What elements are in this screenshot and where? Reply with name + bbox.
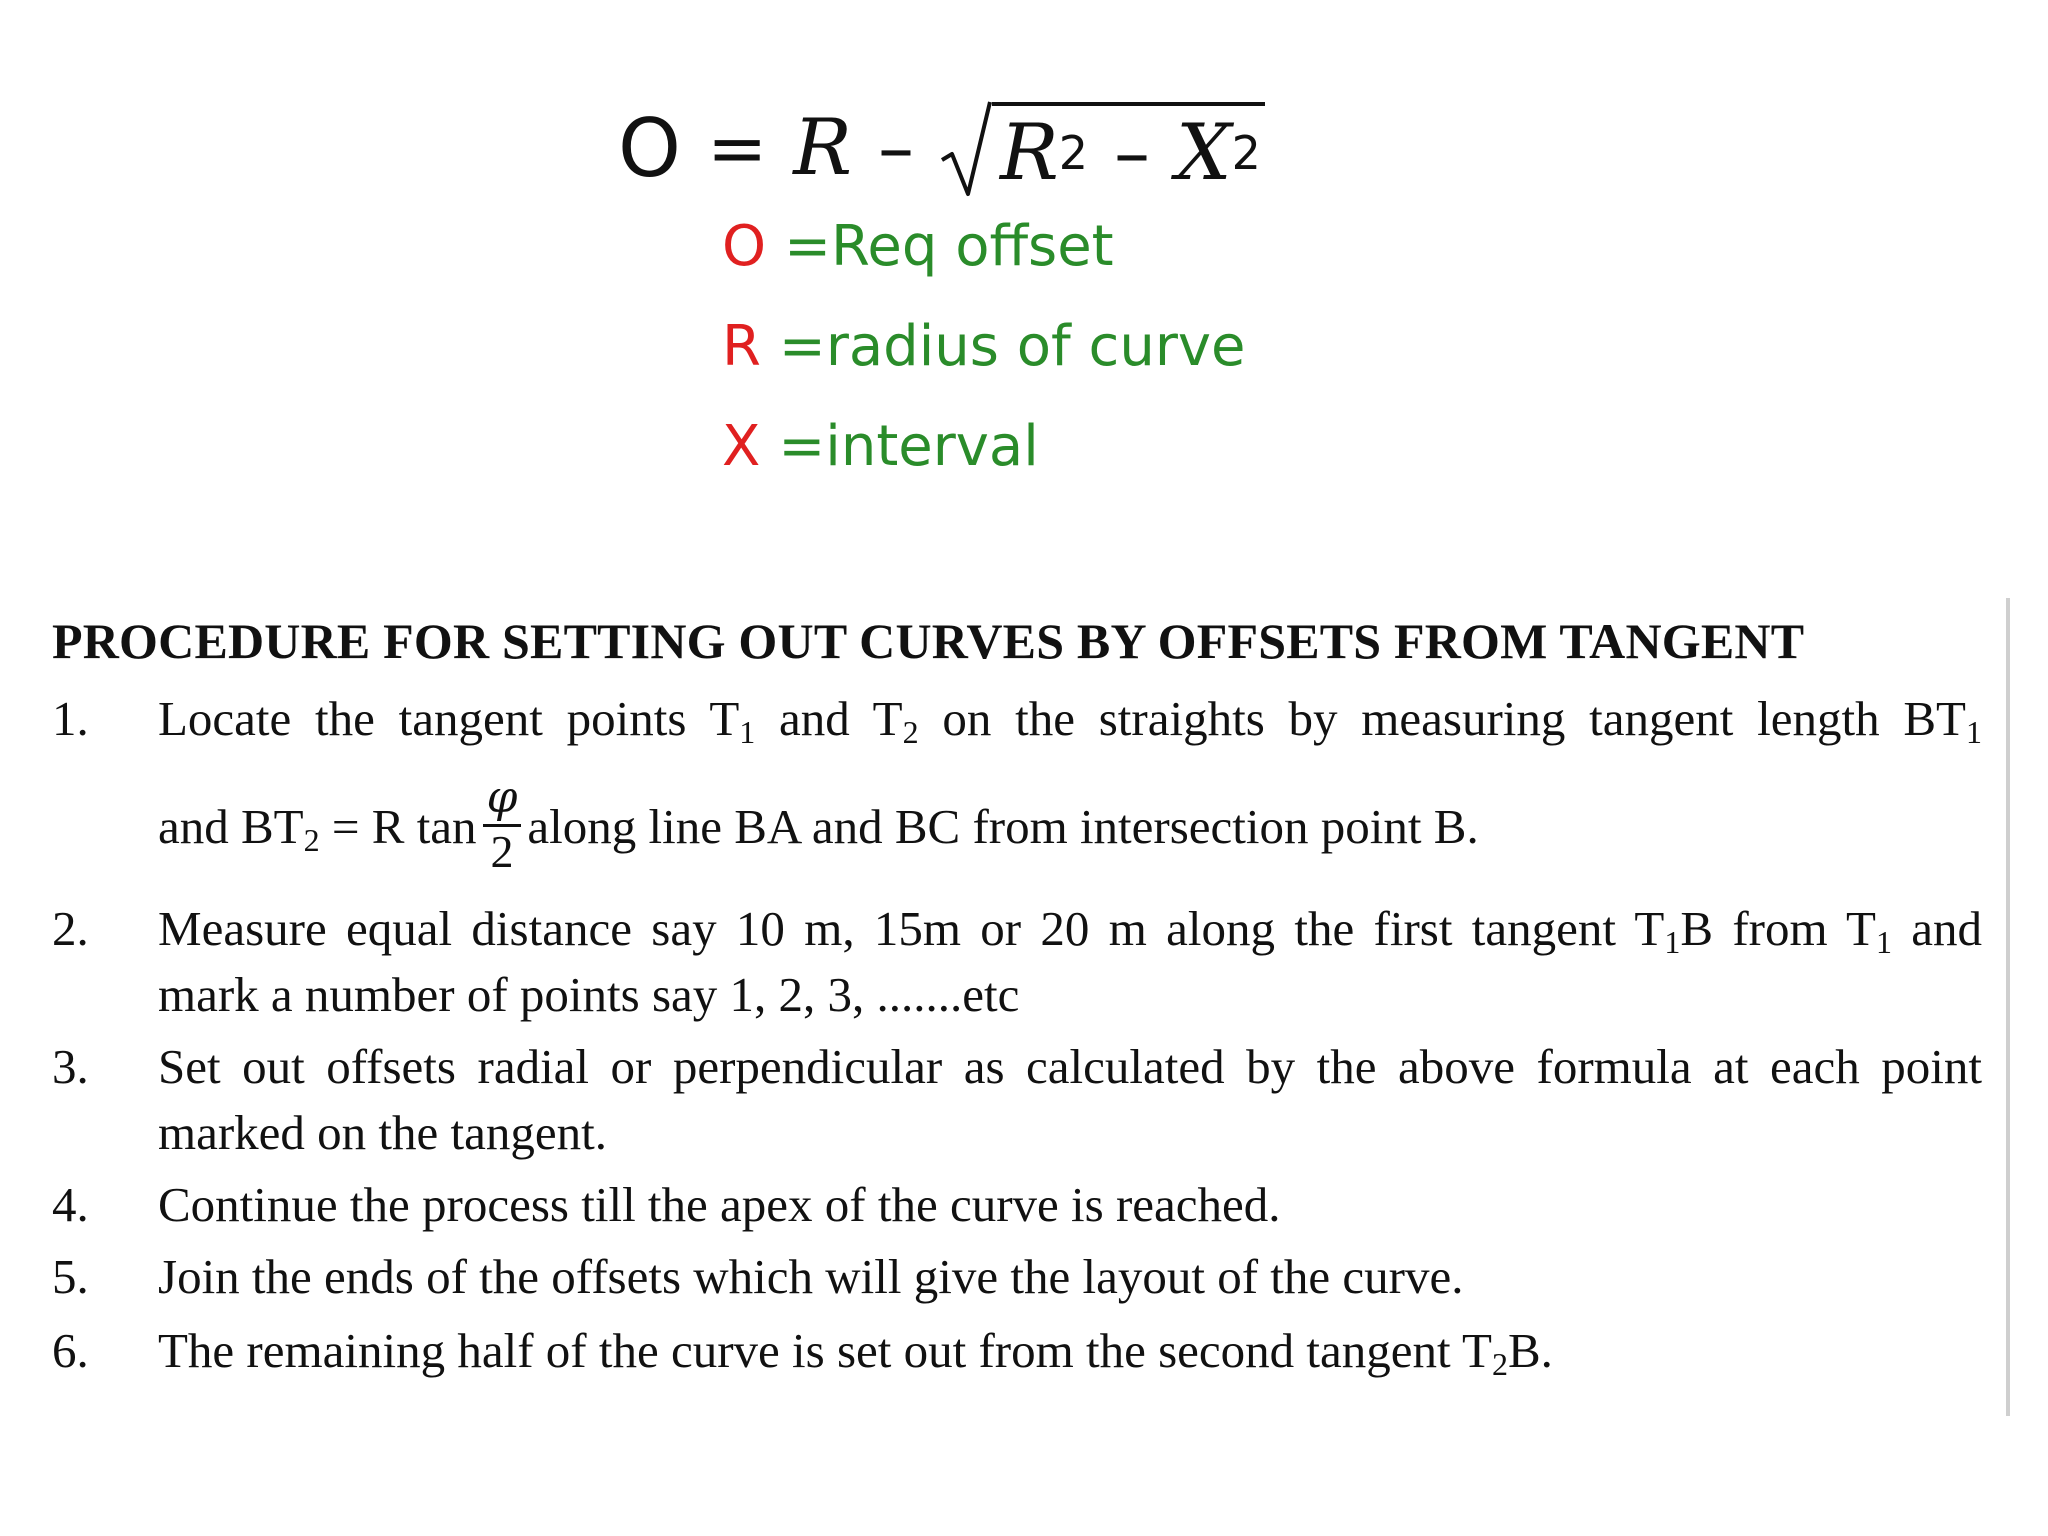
step-line [158, 1318, 1982, 1384]
step-line: Continue the process till the apex of the curve is reached. [158, 1177, 1281, 1232]
step-number: 1. [52, 691, 89, 746]
radicand-r: R [1000, 108, 1059, 198]
subscript: 1 [1875, 924, 1892, 960]
procedure-step-2 [52, 896, 1982, 1028]
subscript: 1 [1664, 924, 1681, 960]
step-text [158, 1244, 1982, 1310]
formula-lhs: O [618, 101, 681, 195]
legend-symbol: R [722, 314, 761, 379]
offset-formula [618, 92, 1265, 204]
fraction-denominator: 2 [490, 826, 514, 877]
radicand-minus: – [1114, 111, 1151, 195]
procedure-step-1 [52, 686, 1982, 876]
subscript: 1 [739, 714, 756, 750]
legend-description: Req offset [831, 214, 1114, 279]
legend-equals: = [784, 214, 831, 279]
step-text [158, 896, 1982, 1028]
legend-description: radius of curve [825, 314, 1246, 379]
radicand-x: X [1176, 108, 1232, 198]
legend-item-offset [722, 214, 1114, 279]
step-text [158, 1318, 1982, 1384]
legend-equals: = [778, 414, 826, 479]
step-line [158, 772, 1982, 881]
scan-edge-divider [2006, 598, 2010, 1416]
text-run: Measure equal distance say 10 m, 15m or 20 m along the first tangent T [158, 901, 1665, 956]
procedure-step-4 [52, 1172, 1982, 1238]
legend-symbol: X [722, 414, 761, 479]
procedure-step-5 [52, 1244, 1982, 1310]
step-line [158, 686, 1982, 752]
subscript: 2 [1491, 1346, 1508, 1382]
square-root [940, 98, 1265, 198]
procedure-step-3 [52, 1034, 1982, 1166]
step-line: marked on the tangent. [158, 1105, 608, 1160]
text-run: and T [755, 691, 903, 746]
text-run: along line BA and BC from intersection point B. [527, 798, 1479, 854]
radical-sign-icon [940, 98, 992, 198]
step-line: mark a number of points say 1, 2, 3, .......etc [158, 967, 1020, 1022]
step-text [158, 1034, 1982, 1166]
step-number: 2. [52, 901, 89, 956]
text-run: and BT [158, 798, 304, 854]
formula-r: R [793, 103, 853, 193]
text-run: Locate the tangent points T [158, 691, 740, 746]
step-number: 6. [52, 1323, 89, 1378]
legend-item-radius [722, 314, 1245, 379]
legend-symbol: O [722, 214, 767, 279]
text-run: and [1891, 901, 1983, 956]
phi-over-two-fraction [483, 772, 522, 877]
procedure-step-6 [52, 1318, 1982, 1384]
step-number: 5. [52, 1249, 89, 1304]
legend-description: interval [825, 414, 1039, 479]
fraction-numerator: φ [483, 776, 522, 827]
text-run: = R tan [319, 798, 477, 854]
step-text [158, 686, 1982, 881]
procedure-heading: PROCEDURE FOR SETTING OUT CURVES BY OFFSETS FROM TANGENT [52, 613, 1805, 669]
subscript: 2 [902, 714, 919, 750]
legend-equals: = [778, 314, 826, 379]
step-line: Join the ends of the offsets which will give the layout of the curve. [158, 1249, 1464, 1304]
formula-minus: – [878, 106, 915, 190]
formula-equals: = [706, 106, 768, 190]
text-run: on the straights by measuring tangent length BT [918, 691, 1966, 746]
text-run: The remaining half of the curve is set out from the second tangent T [158, 1323, 1492, 1378]
radicand: R 2 – X 2 [992, 102, 1265, 198]
step-line [158, 896, 1982, 962]
legend-item-interval [722, 414, 1039, 479]
step-number: 4. [52, 1177, 89, 1232]
step-number: 3. [52, 1039, 89, 1094]
subscript: 2 [303, 821, 320, 858]
subscript: 1 [1965, 714, 1982, 750]
text-run: B from T [1680, 901, 1876, 956]
step-text [158, 1172, 1982, 1238]
step-line: Set out offsets radial or perpendicular as calculated by the above formula at each point [158, 1039, 1982, 1094]
text-run: B. [1507, 1323, 1553, 1378]
